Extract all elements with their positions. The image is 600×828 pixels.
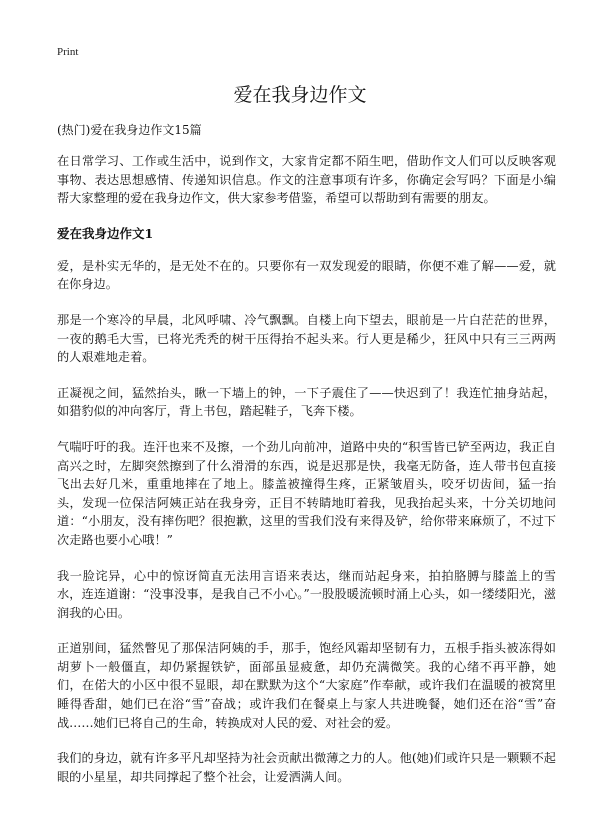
print-link[interactable]: Print [57,46,79,58]
paragraph: 正道别间，猛然瞥见了那保洁阿姨的手，那手，饱经风霜却坚韧有力，五根手指头被冻得如胡萝卜一般僵直，却仍紧握铁铲，面部虽显疲惫，却仍充满微笑。我的心绪不再平静，她们，在偌大的小区中很不显眼，却在默默为这个“大家庭”作奉献，或许我们在温暖的被窝里睡得香甜，她们已在浴“雪”奋战；或许我们在餐桌上与家人共进晚餐，她们还在浴“雪”奋战……她们已将自己的生命，转换成对人民的爱、对社会的爱。 [57,641,557,730]
paragraph: 爱，是朴实无华的，是无处不在的。只要你有一双发现爱的眼睛，你便不难了解——爱，就在你身边。 [57,258,556,292]
paragraph: 我们的身边，就有许多平凡却坚持为社会贡献出微薄之力的人。他(她)们或许只是一颗颗不起眼的小星星，却共同撑起了整个社会，让爱洒满人间。 [57,751,556,784]
page-title: 爱在我身边作文 [233,84,367,106]
intro-paragraph: 在日常学习、工作或生活中，说到作文，大家肯定都不陌生吧，借助作文人们可以反映客观事物、表达思想感情、传递知识信息。作文的注意事项有许多，你确定会写吗？下面是小编帮大家整理的爱在我身边作文，供大家参考借鉴，希望可以帮助到有需要的朋友。 [57,154,556,206]
paragraph: 正凝视之间，猛然抬头，瞅一下墙上的钟，一下子震住了——快迟到了！我连忙抽身站起，如猎豹似的冲向客厅，背上书包，踏起鞋子，飞奔下楼。 [57,385,556,419]
paragraph: 那是一个寒冷的早晨，北风呼啸、冷气飘飘。自楼上向下望去，眼前是一片白茫茫的世界，一夜的鹅毛大雪，已将光秃秃的树干压得抬不起头来。行人更是稀少，狂风中只有三三两两的人艰难地走着。 [57,312,556,365]
paragraph: 气喘吁吁的我。连汗也来不及擦，一个劲儿向前冲，道路中央的“积雪皆已铲至两边，我正自高兴之时，左脚突然擦到了什么滑滑的东西，说是迟那是快，我毫无防备，连人带书包直接飞出去好几米，重重地摔在了地上。膝盖被撞得生疼，正紧皱眉头，咬牙切齿间，猛一抬头，发现一位保洁阿姨正站在我身旁，正目不转睛地盯着我，见我抬起头来，十分关切地问道：“小朋友，没有摔伤吧？很抱歉，这里的雪我们没有来得及铲，给你带来麻烦了，不过下次走路也要小心哦！” [57,439,556,547]
section-heading: 爱在我身边作文1 [57,225,154,241]
article-body [57,122,556,803]
article-subtitle: (热门)爱在我身边作文15篇 [57,123,202,137]
paragraph: 我一脸诧异，心中的惊讶简直无法用言语来表达，继而站起身来，拍拍胳膊与膝盖上的雪水，连连道谢：“没事没事，是我自己不小心。”一股股暖流顿时涌上心头，如一缕缕阳光，滋润我的心田。 [57,568,556,620]
